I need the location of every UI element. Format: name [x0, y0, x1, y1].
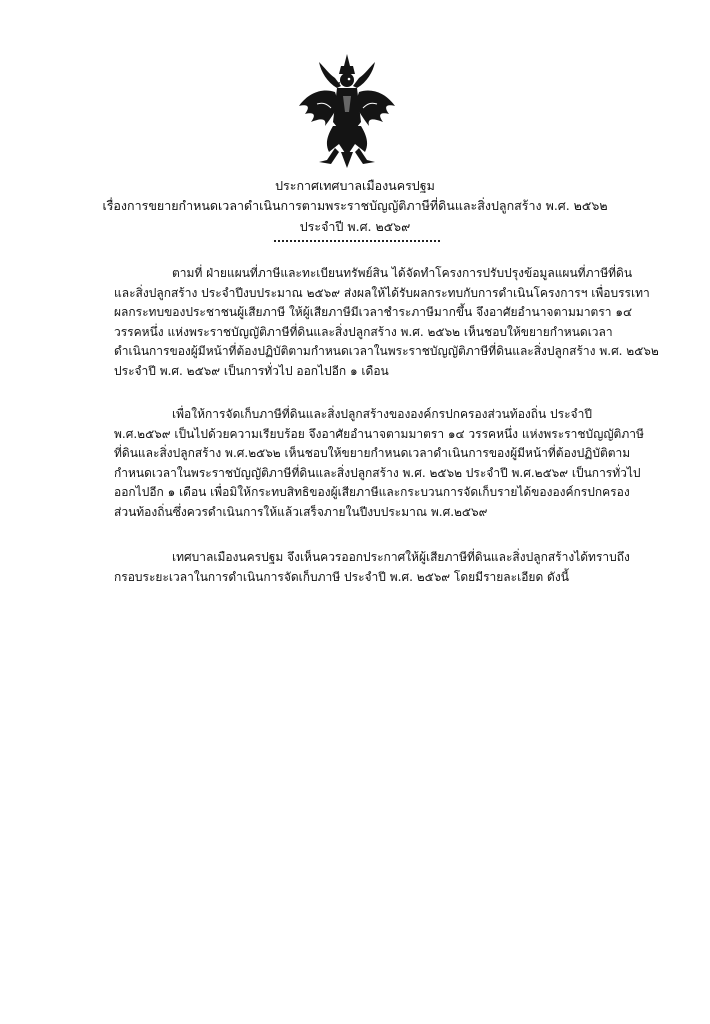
paragraph-2	[114, 405, 644, 523]
garuda-emblem-icon	[296, 52, 398, 168]
paragraph-line: วรรคหนึ่ง แห่งพระราชบัญญัติภาษีที่ดินและสิ่งปลูกสร้าง พ.ศ. ๒๕๖๒ เห็นชอบให้ขยายกำหนดเวลา	[114, 324, 613, 339]
announcement-period: ประจำปี พ.ศ. ๒๕๖๙	[299, 219, 411, 234]
paragraph-line: ตามที่ ฝ่ายแผนที่ภาษีและทะเบียนทรัพย์สิน ได้จัดทำโครงการปรับปรุงข้อมูลแผนที่ภาษีที่ดิน	[172, 266, 633, 280]
announcement-subject: เรื่องการขยายกำหนดเวลาดำเนินการตามพระราชบัญญัติภาษีที่ดินและสิ่งปลูกสร้าง พ.ศ. ๒๕๖๒	[102, 198, 608, 213]
paragraph-line: กำหนดเวลาในพระราชบัญญัติภาษีที่ดินและสิ่งปลูกสร้าง พ.ศ. ๒๕๖๒ ประจำปี พ.ศ.๒๕๖๙ เป็นการทั่วไป	[114, 465, 641, 480]
paragraph-line: ประจำปี พ.ศ. ๒๕๖๙ เป็นการทั่วไป ออกไปอีก ๑ เดือน	[114, 363, 389, 378]
paragraph-line: ที่ดินและสิ่งปลูกสร้าง พ.ศ.๒๕๖๒ เห็นชอบให้ขยายกำหนดเวลาดำเนินการของผู้มีหน้าที่ต้องปฏิบัติตาม	[114, 446, 631, 461]
paragraph-line: เทศบาลเมืองนครปฐม จึงเห็นควรออกประกาศให้ผู้เสียภาษีที่ดินและสิ่งปลูกสร้างได้ทราบถึง	[172, 550, 630, 564]
paragraph-line: ส่วนท้องถิ่นซึ่งควรดำเนินการให้แล้วเสร็จภายในปีงบประมาณ พ.ศ.๒๕๖๙	[114, 504, 488, 519]
paragraph-line: ออกไปอีก ๑ เดือน เพื่อมิให้กระทบสิทธิของผู้เสียภาษีและกระบวนการจัดเก็บรายได้ขององค์กรปกครอง	[114, 485, 630, 500]
paragraph-line: ผลกระทบของประชาชนผู้เสียภาษี ให้ผู้เสียภาษีมีเวลาชำระภาษีมากขึ้น จึงอาศัยอำนาจตามมาตรา ๑๔	[114, 305, 633, 320]
paragraph-3	[114, 548, 630, 587]
paragraph-line: ดำเนินการของผู้มีหน้าที่ต้องปฏิบัติตามกำหนดเวลาในพระราชบัญญัติภาษีที่ดินและสิ่งปลูกสร้าง พ.ศ. ๒๕๖๒	[114, 344, 659, 359]
announcement-title: ประกาศเทศบาลเมืองนครปฐม	[275, 178, 435, 193]
paragraph-line: และสิ่งปลูกสร้าง ประจำปีงบประมาณ ๒๕๖๙ ส่งผลให้ได้รับผลกระทบกับการดำเนินโครงการฯ เพื่อบรรเทา	[114, 285, 650, 300]
paragraph-line: กรอบระยะเวลาในการดำเนินการจัดเก็บภาษี ประจำปี พ.ศ. ๒๕๖๙ โดยมีรายละเอียด ดังนี้	[114, 569, 569, 584]
paragraph-1	[114, 264, 659, 382]
dotted-separator	[274, 240, 440, 242]
paragraph-line: เพื่อให้การจัดเก็บภาษีที่ดินและสิ่งปลูกสร้างขององค์กรปกครองส่วนท้องถิ่น ประจำปี	[172, 407, 592, 421]
paragraph-line: พ.ศ.๒๕๖๙ เป็นไปด้วยความเรียบร้อย จึงอาศัยอำนาจตามมาตรา ๑๔ วรรคหนึ่ง แห่งพระราชบัญญัติภาษี	[114, 426, 644, 441]
